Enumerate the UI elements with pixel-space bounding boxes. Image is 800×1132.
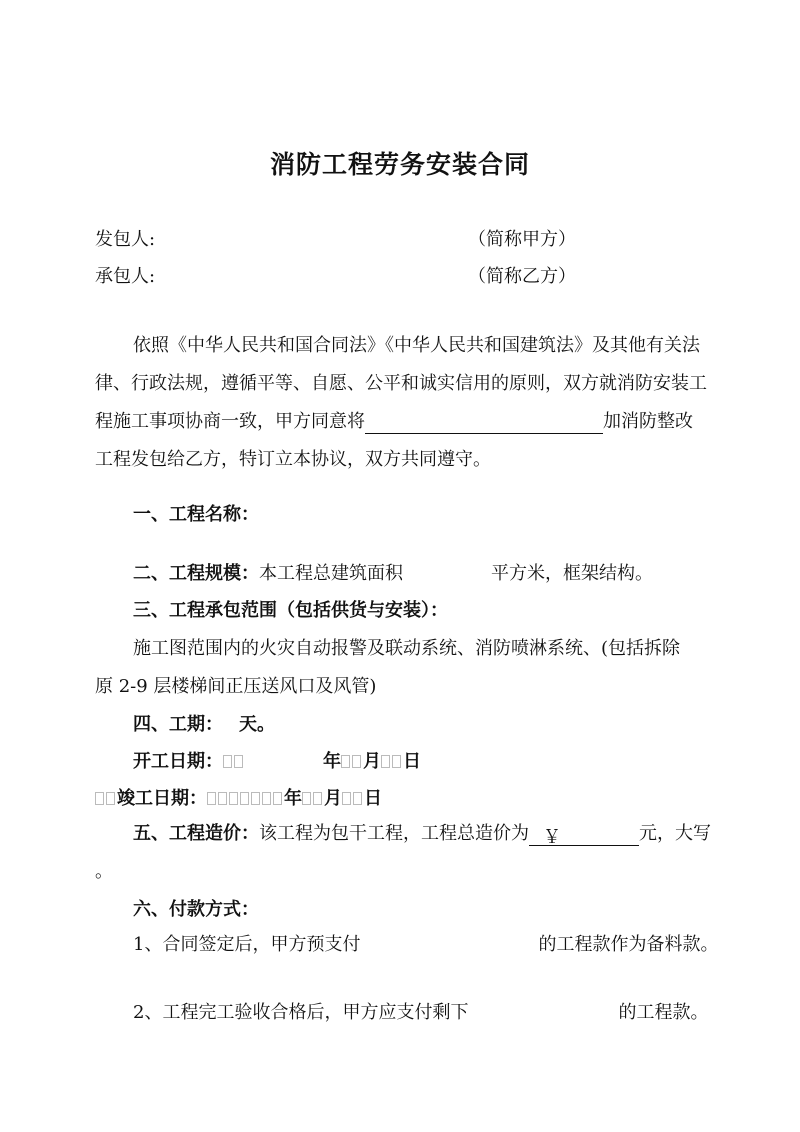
payment-item-1-b: 的工程款作为备料款。 — [538, 934, 719, 955]
section-5-tail: 。 — [95, 861, 113, 882]
price-blank — [529, 826, 639, 846]
employer-short: （简称甲方） — [468, 229, 576, 250]
payment-item-1 — [133, 933, 718, 957]
section-5-text-b: 元，大写 — [639, 823, 711, 844]
end-day: 日 — [364, 788, 382, 809]
end-year: 年 — [284, 788, 302, 809]
currency-symbol: ￥ — [543, 827, 561, 848]
contractor-short: （简称乙方） — [468, 266, 576, 287]
section-5 — [133, 822, 711, 846]
preamble-line-1: 依照《中华人民共和国合同法》《中华人民共和国建筑法》及其他有关法 — [133, 335, 700, 356]
end-date-label: 竣工日期： — [117, 788, 207, 809]
section-5-heading: 五、工程造价： — [133, 823, 259, 844]
payment-item-2 — [133, 1001, 708, 1025]
section-2-text-b: 平方米，框架结构。 — [491, 563, 653, 584]
section-3-line-2: 原 2-9 层楼梯间正压送风口及风管) — [95, 676, 377, 697]
section-6-heading: 六、付款方式： — [133, 899, 259, 920]
payment-item-2-b: 的工程款。 — [618, 1002, 709, 1023]
preamble-line-2: 律、行政法规，遵循平等、自愿、公平和诚实信用的原则，双方就消防安装工 — [95, 373, 707, 394]
end-month: 月 — [324, 788, 342, 809]
preamble-line-4: 工程发包给乙方，特订立本协议，双方共同遵守。 — [95, 449, 491, 470]
section-2-text-a: 本工程总建筑面积 — [259, 563, 403, 584]
start-month: 月 — [363, 751, 381, 772]
preamble-line-3 — [95, 410, 693, 434]
payment-item-1-a: 1、合同签定后，甲方预支付 — [133, 934, 361, 955]
section-3-line-1: 施工图范围内的火灾自动报警及联动系统、消防喷淋系统、(包括拆除 — [133, 638, 681, 659]
start-date — [133, 750, 421, 774]
section-1-heading: 一、工程名称： — [133, 504, 259, 525]
end-date — [95, 787, 382, 811]
employer-label: 发包人: — [95, 229, 156, 250]
start-day: 日 — [403, 751, 421, 772]
start-year: 年 — [323, 751, 341, 772]
contractor-label: 承包人: — [95, 266, 156, 287]
project-name-blank — [365, 413, 603, 434]
section-2-heading: 二、工程规模： — [133, 563, 259, 584]
start-date-label: 开工日期： — [133, 751, 223, 772]
section-2 — [133, 562, 653, 586]
section-4-heading: 四、工期： — [133, 714, 223, 735]
page-title: 消防工程劳务安装合同 — [269, 150, 530, 179]
preamble-line-3-a: 程施工事项协商一致，甲方同意将 — [95, 411, 365, 432]
payment-item-2-a: 2、工程完工验收合格后，甲方应支付剩下 — [133, 1002, 469, 1023]
preamble-line-3-b: 加消防整改 — [603, 411, 693, 432]
section-4 — [133, 713, 275, 737]
section-5-text-a: 该工程为包干工程，工程总造价为 — [259, 823, 529, 844]
section-3-heading: 三、工程承包范围（包括供货与安装）： — [133, 600, 448, 621]
section-4-days: 天。 — [239, 714, 275, 735]
